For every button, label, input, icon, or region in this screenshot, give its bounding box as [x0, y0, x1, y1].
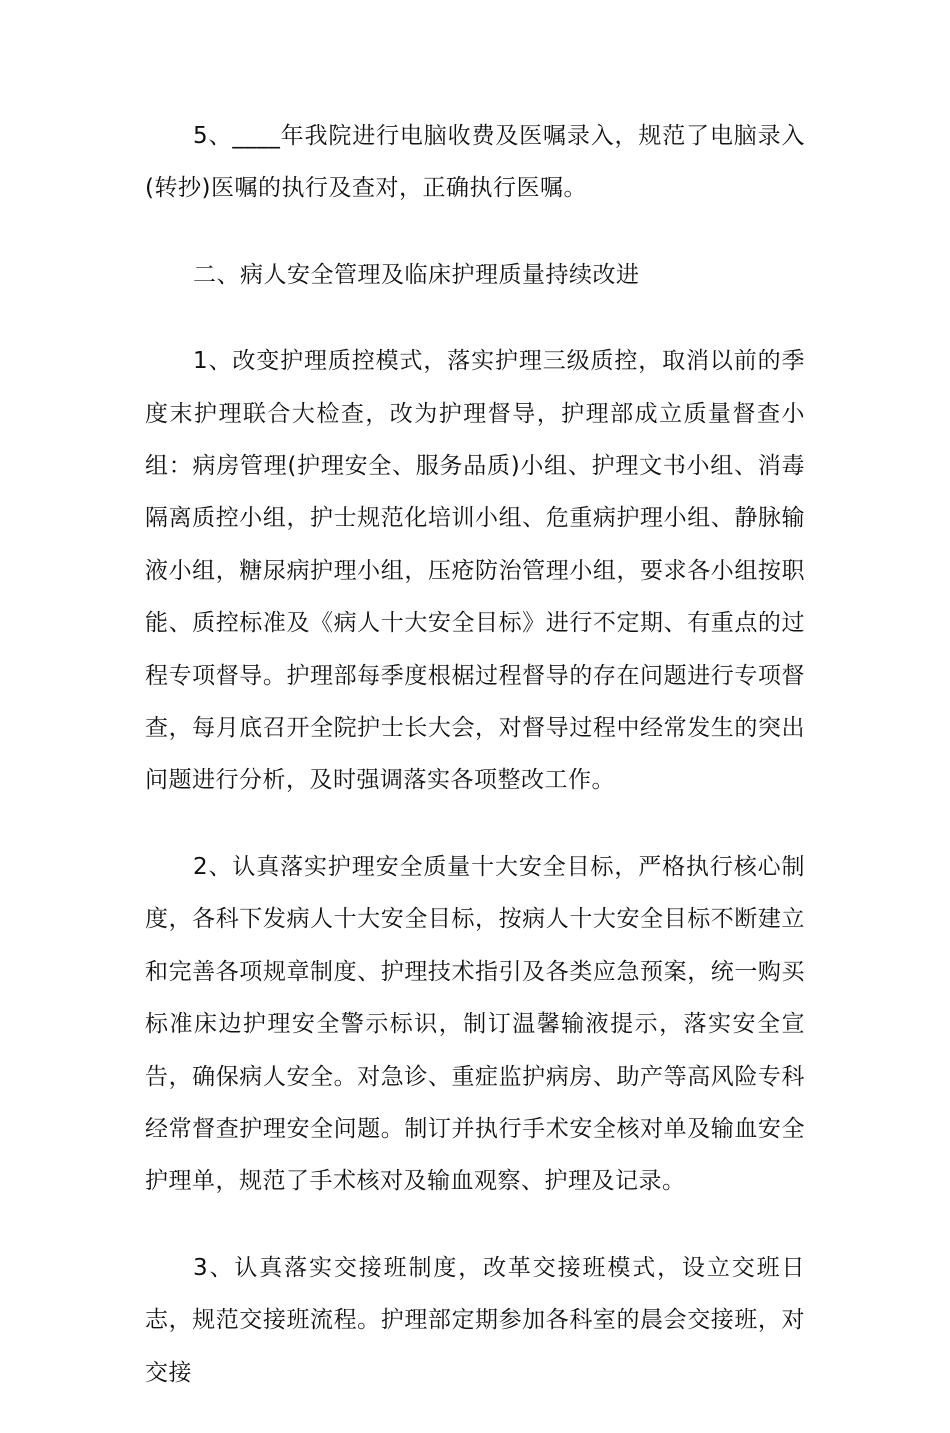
paragraph-item-2: 2、认真落实护理安全质量十大安全目标，严格执行核心制度，各科下发病人十大安全目标，按病人十大安全目标不断建立和完善各项规章制度、护理技术指引及各类应急预案，统一购买标准床边护理安全警示标识，制订温馨输液提示，落实安全宣告，确保病人安全。对急诊、重症监护病房、助产等高风险专科经常督查护理安全问题。制订并执行手术安全核对单及输血安全护理单，规范了手术核对及输血观察、护理及记录。	[145, 853, 805, 1195]
paragraph-item-1: 1、改变护理质控模式，落实护理三级质控，取消以前的季度末护理联合大检查，改为护理督导，护理部成立质量督查小组：病房管理(护理安全、服务品质)小组、护理文书小组、消毒隔离质控小组，护士规范化培训小组、危重病护理小组、静脉输液小组，糖尿病护理小组，压疮防治管理小组，要求各小组按职能、质控标准及《病人十大安全目标》进行不定期、有重点的过程专项督导。护理部每季度根椐过程督导的存在问题进行专项督查，每月底召开全院护士长大会，对督导过程中经常发生的突出问题进行分析，及时强调落实各项整改工作。	[145, 348, 805, 794]
section-heading-patient-safety: 二、病人安全管理及临床护理质量持续改进	[193, 261, 640, 288]
paragraph-item-3: 3、认真落实交接班制度，改革交接班模式，设立交班日志，规范交接班流程。护理部定期参加各科室的晨会交接班，对交接	[145, 1254, 805, 1386]
document-body	[145, 110, 805, 1433]
paragraph-item-5: 5、____年我院进行电脑收费及医嘱录入，规范了电脑录入(转抄)医嘱的执行及查对，正确执行医嘱。	[145, 123, 805, 202]
